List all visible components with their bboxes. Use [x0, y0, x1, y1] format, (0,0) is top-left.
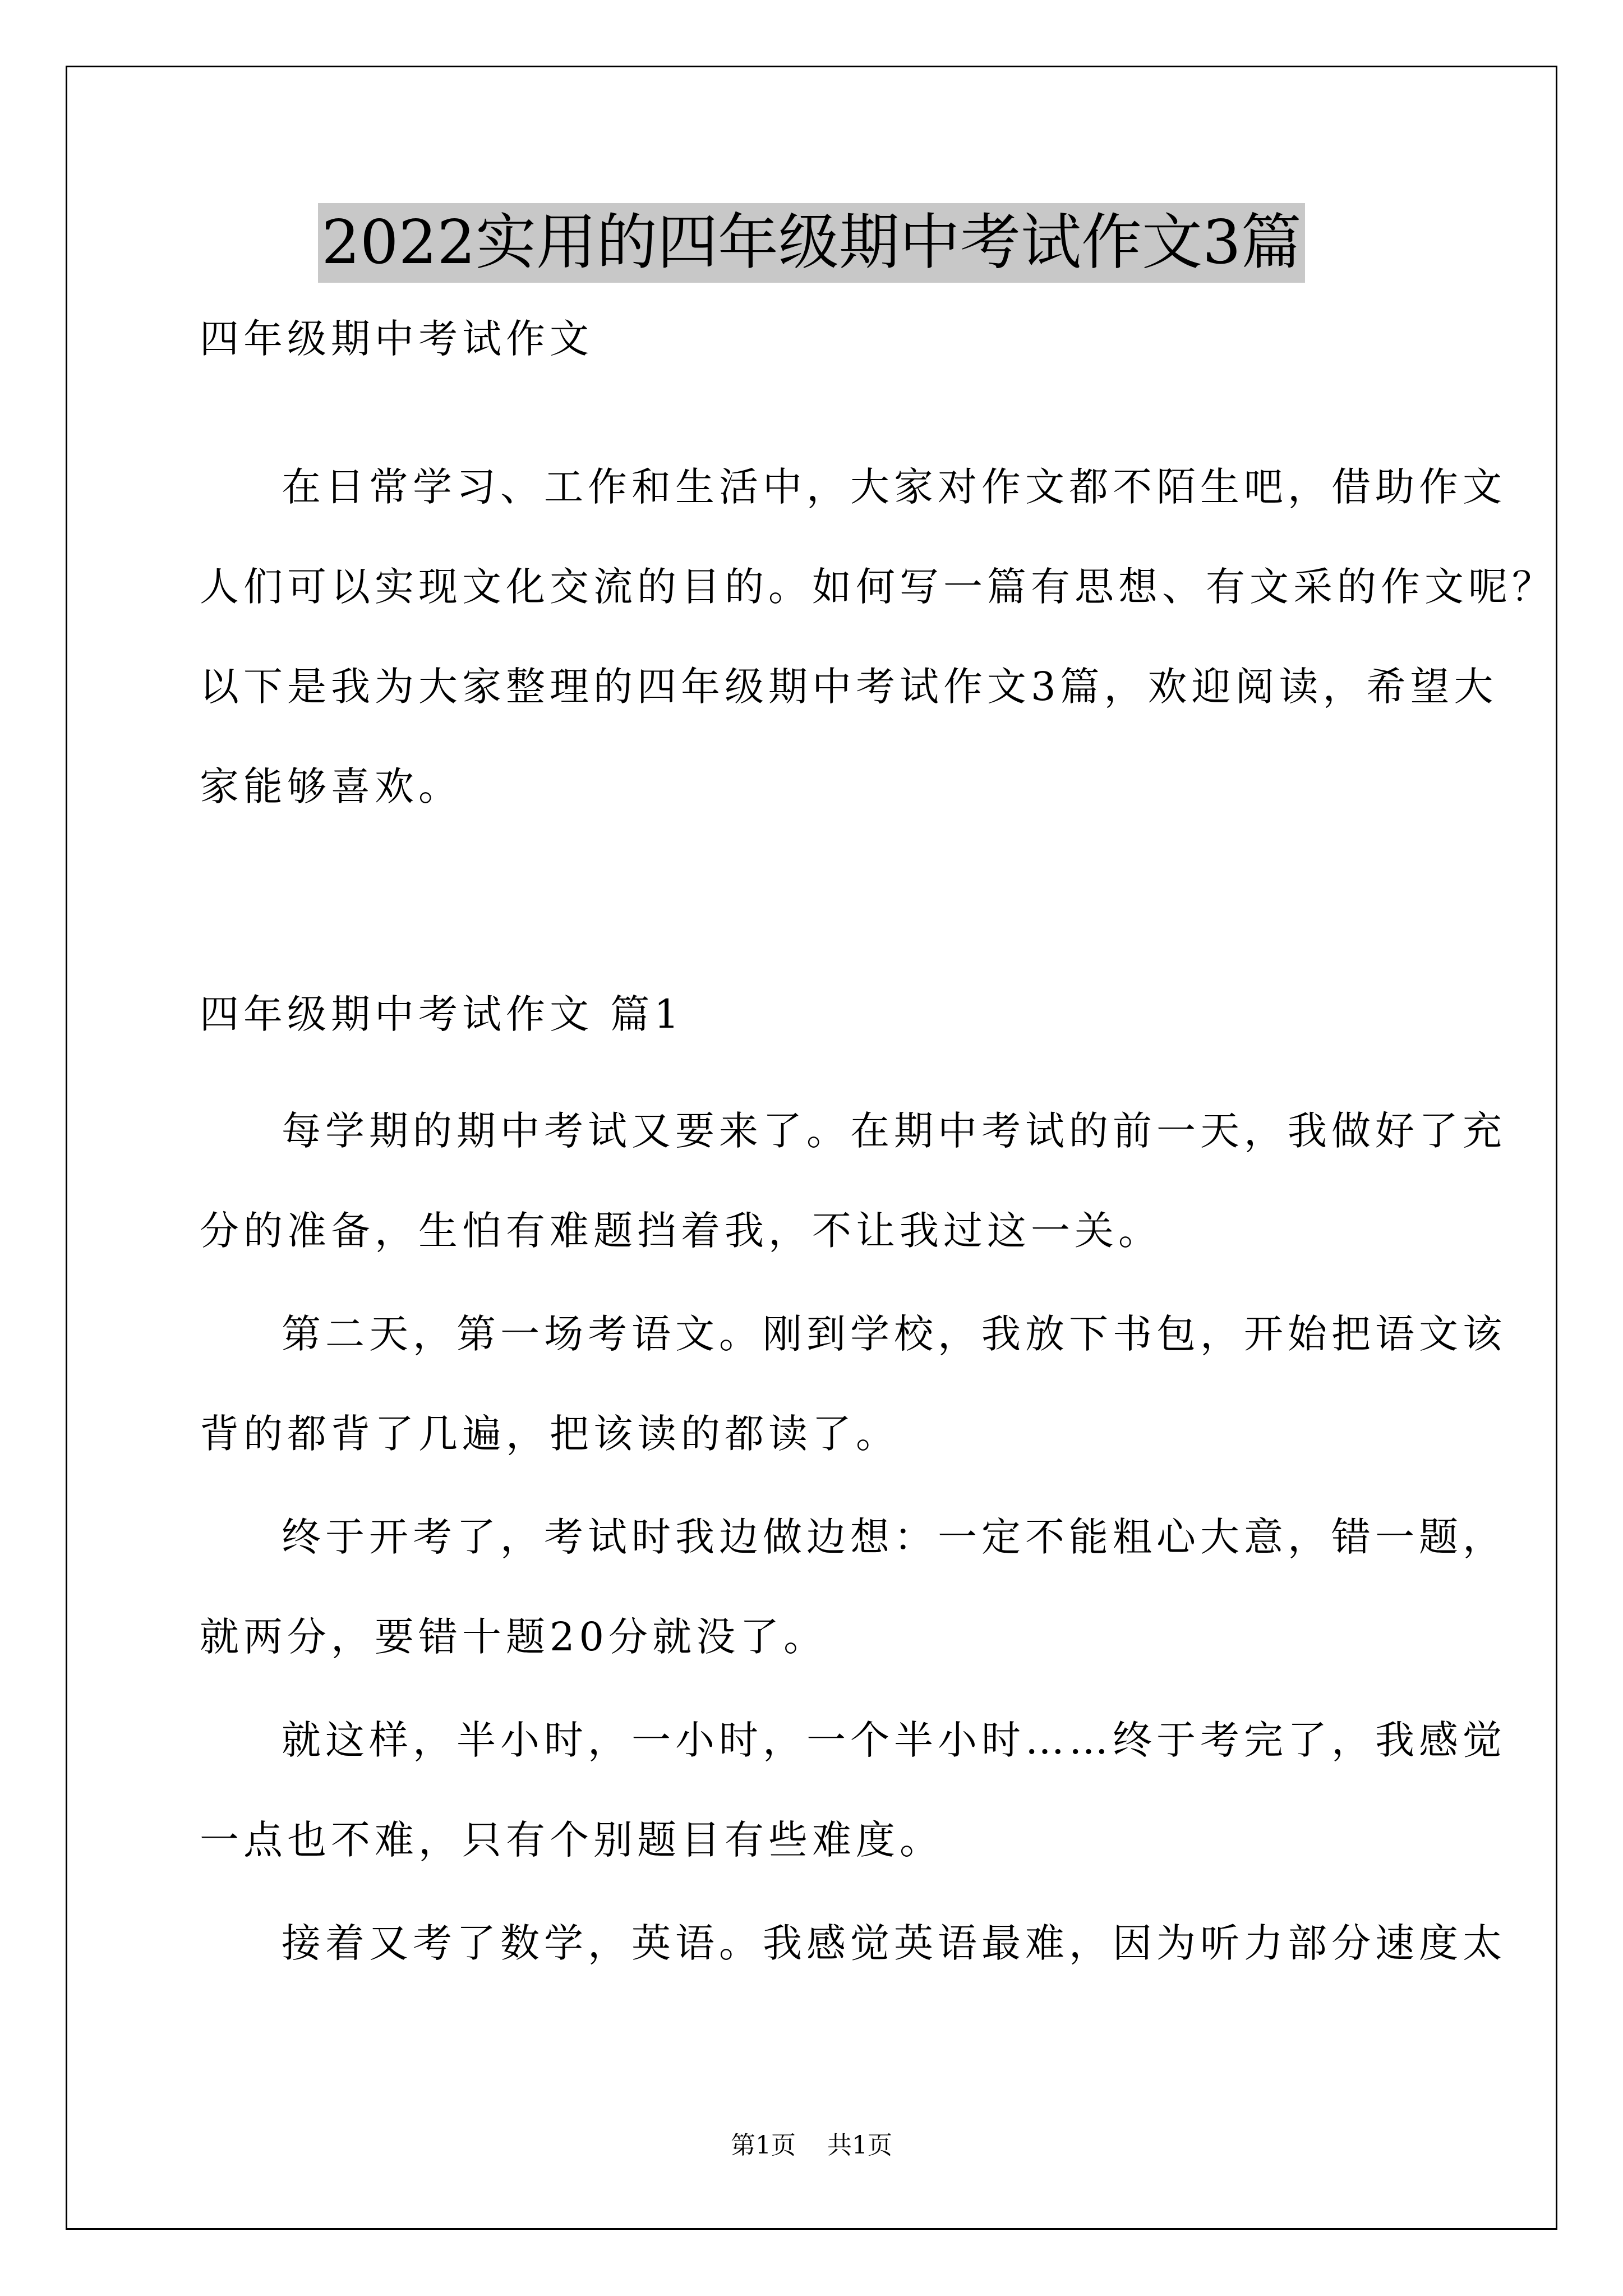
section-heading: 四年级期中考试作文	[200, 316, 593, 362]
section-heading: 四年级期中考试作文 篇1	[200, 991, 684, 1037]
paragraph-line: 就两分，要错十题20分就没了。	[200, 1614, 828, 1660]
page-total: 共1页	[827, 2131, 892, 2160]
paragraph-line: 分的准备，生怕有难题挡着我，不让我过这一关。	[200, 1208, 1162, 1254]
paragraph-line: 人们可以实现文化交流的目的。如何写一篇有思想、有文采的作文呢？	[200, 564, 1556, 610]
paragraph-line: 每学期的期中考试又要来了。在期中考试的前一天，我做好了充	[282, 1108, 1506, 1154]
paragraph-line: 以下是我为大家整理的四年级期中考试作文3篇，欢迎阅读，希望大	[200, 664, 1498, 710]
paragraph-line: 背的都背了几遍，把该读的都读了。	[200, 1411, 900, 1457]
document-title: 2022实用的四年级期中考试作文3篇	[318, 203, 1305, 283]
title-container	[0, 203, 1623, 283]
paragraph-line: 终于开考了，考试时我边做边想：一定不能粗心大意，错一题，	[282, 1514, 1506, 1560]
paragraph-line: 一点也不难，只有个别题目有些难度。	[200, 1817, 943, 1863]
paragraph-line: 在日常学习、工作和生活中，大家对作文都不陌生吧，借助作文	[282, 464, 1506, 510]
paragraph-line: 第二天，第一场考语文。刚到学校，我放下书包，开始把语文该	[282, 1311, 1506, 1357]
paragraph-line: 接着又考了数学，英语。我感觉英语最难，因为听力部分速度太	[282, 1920, 1506, 1966]
paragraph-line: 就这样，半小时，一小时，一个半小时……终于考完了，我感觉	[282, 1717, 1506, 1763]
page-footer	[0, 2129, 1623, 2162]
paragraph-line: 家能够喜欢。	[200, 763, 462, 809]
page-number: 第1页	[731, 2131, 796, 2160]
